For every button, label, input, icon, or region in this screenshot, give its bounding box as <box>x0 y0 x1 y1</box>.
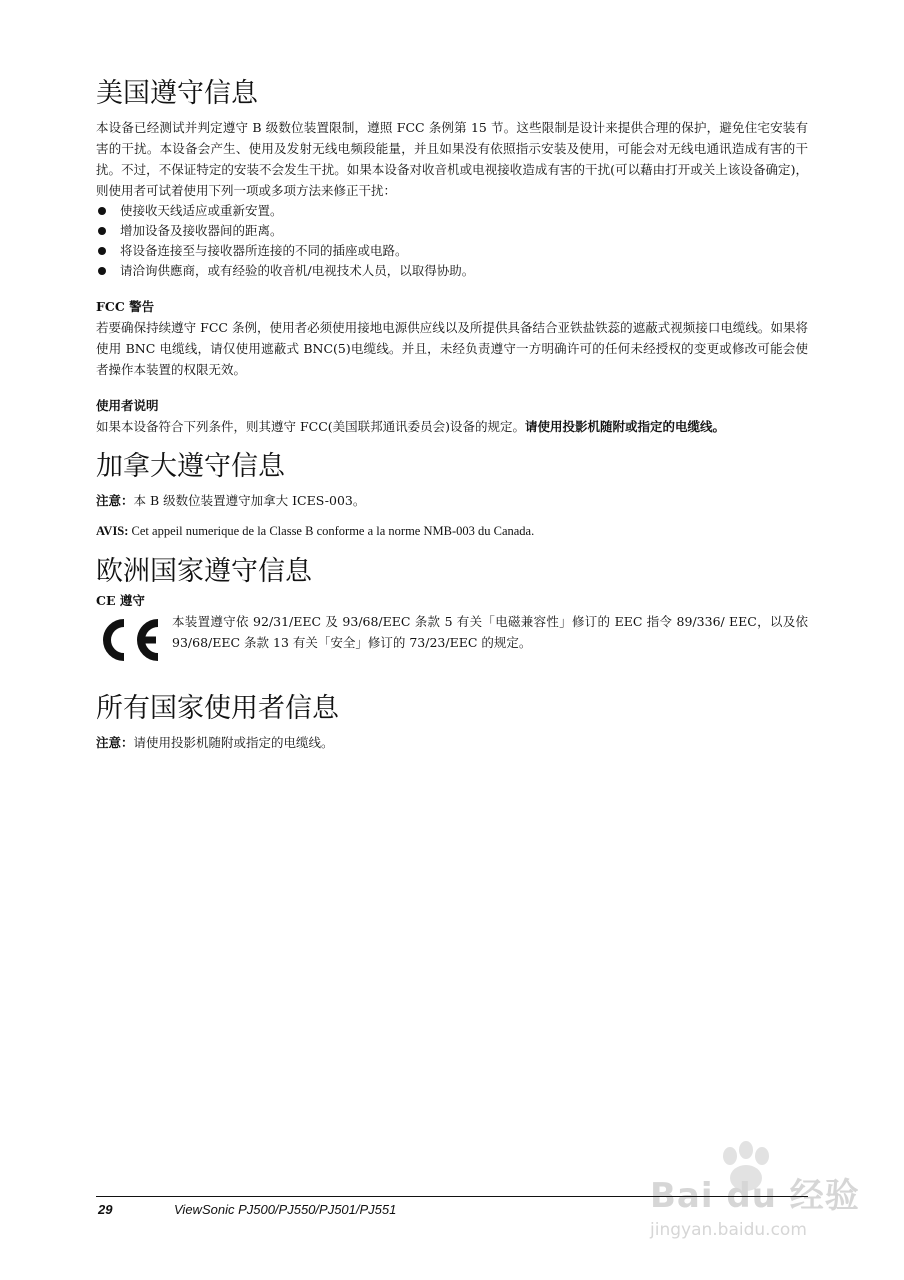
canada-avis <box>96 521 808 542</box>
watermark-url: jingyan.baidu.com <box>650 1220 807 1240</box>
ce-mark-icon <box>96 617 164 663</box>
ce-compliance-block <box>96 611 808 663</box>
ce-compliance-title: CE 遵守 <box>96 593 145 609</box>
canada-compliance-heading: 加拿大遵守信息 <box>96 451 285 483</box>
avis-text: Cet appeil numerique de la Classe B conforme a la norme NMB-003 du Canada. <box>128 524 535 539</box>
user-note-bold: 请使用投影机随附或指定的电缆线。 <box>525 419 726 435</box>
canada-note-label: 注意： <box>96 493 134 509</box>
canada-note <box>96 490 808 511</box>
page-footer <box>96 1196 808 1221</box>
user-note-paragraph <box>96 416 808 437</box>
us-remedy-list <box>96 201 808 281</box>
list-item: 将设备连接至与接收器所连接的不同的插座或电路。 <box>96 241 808 261</box>
page-number: 29 <box>98 1202 113 1217</box>
list-item: 使接收天线适应或重新安置。 <box>96 201 808 221</box>
avis-label: AVIS: <box>96 524 129 539</box>
watermark-brand: Bai du 经验 <box>650 1176 860 1216</box>
list-item: 请洽询供應商，或有经验的收音机/电视技术人员，以取得协助。 <box>96 261 808 281</box>
all-countries-heading: 所有国家使用者信息 <box>96 693 339 725</box>
fcc-warning-title: FCC 警告 <box>96 299 155 315</box>
all-note-label: 注意： <box>96 735 134 751</box>
us-compliance-heading: 美国遵守信息 <box>96 78 258 109</box>
list-item: 增加设备及接收器间的距离。 <box>96 221 808 241</box>
ce-compliance-text: 本装置遵守依 92/31/EEC 及 93/68/EEC 条款 5 有关「电磁兼容性」修订的 EEC 指令 89/336/ EEC，以及依 93/68/EEC 条款 13 有关「安全」修订的 73/23/EEC 的规定。 <box>172 614 808 651</box>
canada-note-text: 本 B 级数位装置遵守加拿大 ICES-003。 <box>133 493 366 509</box>
europe-compliance-heading: 欧洲国家遵守信息 <box>96 556 312 588</box>
all-countries-note <box>96 732 808 753</box>
user-note-text: 如果本设备符合下列条件，则其遵守 FCC(美国联邦通讯委员会)设备的规定。 <box>96 419 526 435</box>
us-intro-paragraph: 本设备已经测试并判定遵守 B 级数位装置限制，遵照 FCC 条例第 15 节。这些限制是设计来提供合理的保护，避免住宅安装有害的干扰。本设备会产生、使用及发射无线电频段能量，并且如果没有依照指示安装及使用，可能会对无线电通讯造成有害的干扰。不过，不保证特定的安装不会发生干扰。如果本设备对收音机或电视接收造成有害的干扰(可以藉由打开或关上该设备确定)，则使用者可试着使用下列一项或多项方法来修正干扰： <box>96 120 808 199</box>
document-page <box>96 78 808 753</box>
fcc-warning-text: 若要确保持续遵守 FCC 条例，使用者必须使用接地电源供应线以及所提供具备结合亚铁盐铁蕊的遮蔽式视频接口电缆线。如果将使用 BNC 电缆线，请仅使用遮蔽式 BNC(5)电缆线。并且，未经负责遵守一方明确许可的任何未经授权的变更或修改可能会使者操作本装置的权限无效。 <box>96 320 808 378</box>
baidu-watermark <box>640 1140 860 1250</box>
product-model: ViewSonic PJ500/PJ550/PJ501/PJ551 <box>174 1202 397 1217</box>
user-note-title: 使用者说明 <box>96 398 159 414</box>
all-note-text: 请使用投影机随附或指定的电缆线。 <box>133 735 334 751</box>
